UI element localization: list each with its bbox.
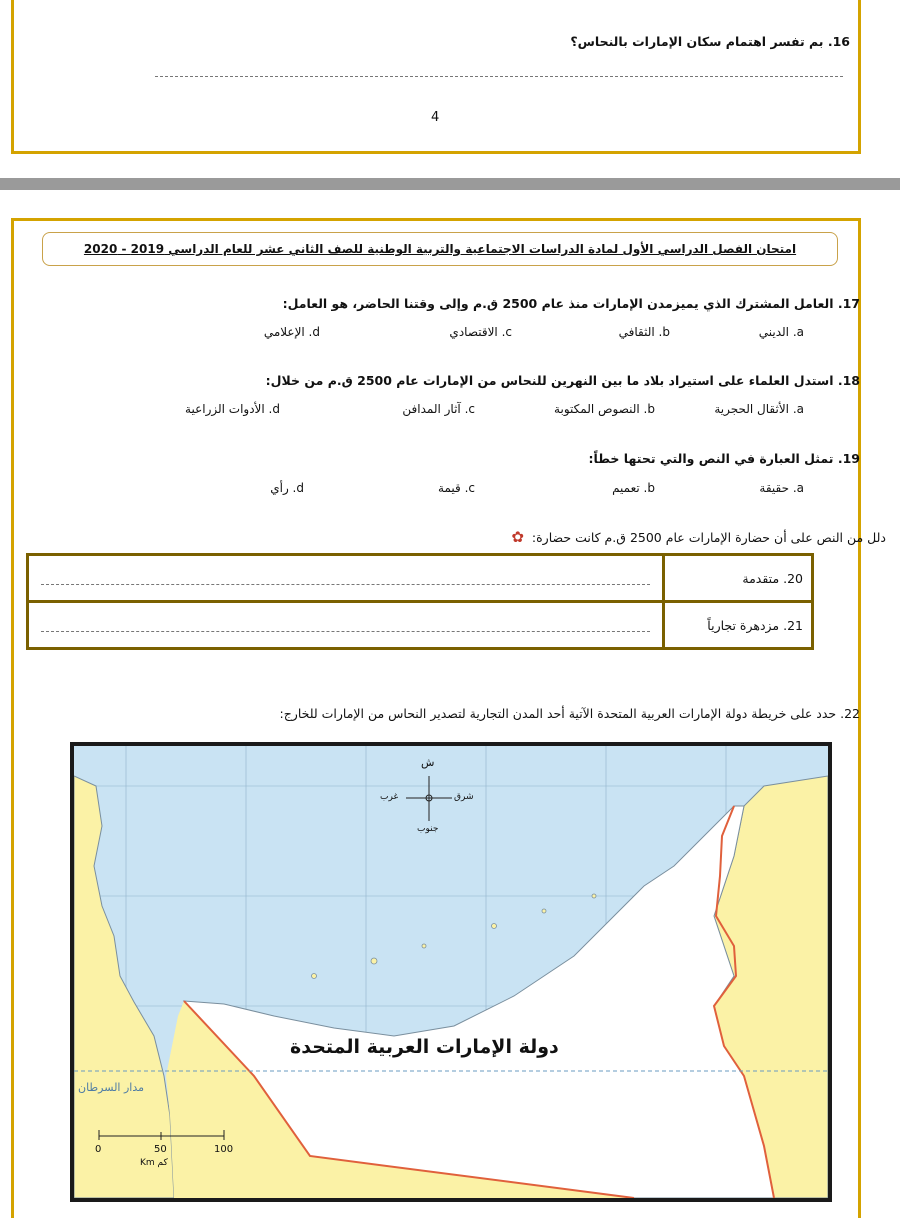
compass-rose-icon xyxy=(406,776,452,821)
answer-line-16[interactable] xyxy=(155,76,843,77)
page-1-frame xyxy=(11,0,861,154)
exam-header xyxy=(42,232,838,266)
scale-tick-0: 0 xyxy=(95,1144,102,1155)
scale-tick-50: 50 xyxy=(154,1144,167,1155)
question-19: 19. تمثل العبارة في النص والتي تحتها خطاً: xyxy=(588,451,860,466)
uae-map[interactable] xyxy=(70,742,832,1202)
answer-cell-20[interactable] xyxy=(28,555,664,602)
question-18: 18. استدل العلماء على استيراد بلاد ما بين النهرين للنحاس من الإمارات عام 2500 ق.م من خلال: xyxy=(265,373,860,388)
answer-line-20 xyxy=(41,584,650,585)
page-number: 4 xyxy=(431,110,440,125)
page-divider xyxy=(0,172,900,204)
row-label-21: 21. مزدهرة تجارياً xyxy=(664,602,813,649)
table-row xyxy=(28,602,813,649)
flower-bullet-icon: ✿ xyxy=(511,528,524,546)
q18-option-c[interactable]: c. آثار المدافن xyxy=(402,402,475,416)
question-22: 22. حدد على خريطة دولة الإمارات العربية المتحدة الآتية أحد المدن التجارية لتصدير النحاس من الإمارات للخارج: xyxy=(279,706,860,721)
q19-option-b[interactable]: b. تعميم xyxy=(612,481,655,495)
evidence-table xyxy=(26,553,814,650)
q19-options xyxy=(0,481,900,499)
compass-east-label: شرق xyxy=(454,792,474,802)
map-tropic-label: مدار السرطان xyxy=(78,1081,145,1094)
evidence-prompt xyxy=(511,528,886,546)
compass-south-label: جنوب xyxy=(417,824,439,834)
q17-option-b[interactable]: b. الثقافي xyxy=(618,325,670,339)
row-label-20: 20. متقدمة xyxy=(664,555,813,602)
q17-options xyxy=(0,325,900,343)
question-17: 17. العامل المشترك الذي يميزمدن الإمارات منذ عام 2500 ق.م وإلى وقتنا الحاضر، هو العامل: xyxy=(282,296,860,311)
q19-option-d[interactable]: d. رأي xyxy=(270,481,304,495)
q17-option-a[interactable]: a. الديني xyxy=(758,325,804,339)
map-country-label: دولة الإمارات العربية المتحدة xyxy=(290,1036,559,1058)
q17-option-d[interactable]: d. الإعلامي xyxy=(263,325,320,339)
q18-options xyxy=(0,402,900,420)
q17-option-c[interactable]: c. الاقتصادي xyxy=(449,325,512,339)
q18-option-b[interactable]: b. النصوص المكتوبة xyxy=(554,402,655,416)
answer-cell-21[interactable] xyxy=(28,602,664,649)
q18-option-a[interactable]: a. الأثقال الحجرية xyxy=(714,402,804,416)
q19-option-c[interactable]: c. قيمة xyxy=(438,481,475,495)
scale-unit: كم Km xyxy=(140,1158,168,1168)
answer-line-21 xyxy=(41,631,650,632)
compass-west-label: غرب xyxy=(380,792,399,802)
q18-option-d[interactable]: d. الأدوات الزراعية xyxy=(185,402,280,416)
q19-option-a[interactable]: a. حقيقة xyxy=(759,481,804,495)
evidence-prompt-text: دلل من النص على أن حضارة الإمارات عام 2500 ق.م كانت حضارة: xyxy=(531,530,886,545)
exam-header-title: امتحان الفصل الدراسي الأول لمادة الدراسات الاجتماعية والتربية الوطنية للصف الثاني عشر للعام الدراسي 2019 - 2020 xyxy=(83,242,797,256)
islands xyxy=(312,894,597,979)
map-svg xyxy=(74,746,828,1198)
compass-north-label: ش xyxy=(421,756,435,769)
qatar-landmass xyxy=(74,776,174,1198)
question-16: 16. بم تفسر اهتمام سكان الإمارات بالنحاس؟ xyxy=(570,34,850,49)
table-row xyxy=(28,555,813,602)
scale-tick-100: 100 xyxy=(214,1144,234,1155)
